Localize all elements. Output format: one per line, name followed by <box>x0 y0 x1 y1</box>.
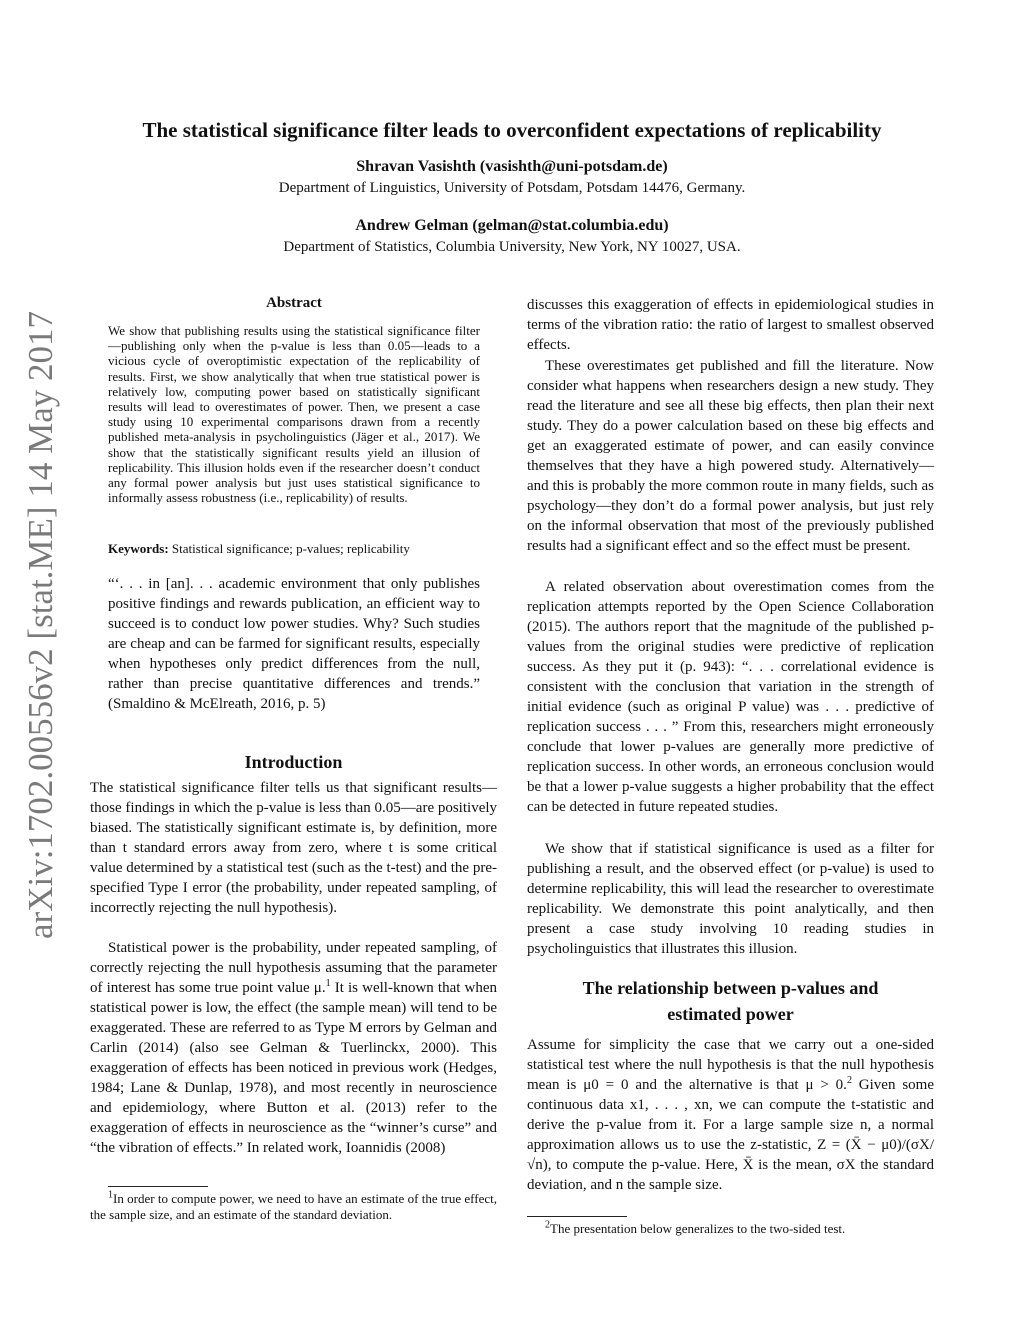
footnote-1-number: 1 <box>108 1189 113 1201</box>
footnote-1-marker[interactable]: 1 <box>325 978 331 989</box>
footnote-1 <box>90 1191 497 1223</box>
right-paragraph-5 <box>527 1035 934 1195</box>
footnote-1-text: In order to compute power, we need to have an estimate of the true effect, the sample size, and an estimate of the standard deviation. <box>90 1191 497 1222</box>
abstract-heading: Abstract <box>266 295 322 311</box>
epigraph-quote: “‘. . . in [an]. . . academic environment that only publishes positive findings and rewards publication, an efficient way to succeed is to conduct low power studies. Why? Such studies are cheap and can be farmed for significant results, especially when hypotheses only predict differences from the null, rather than precise quantitative differences and trends.” (Smaldino & McElreath, 2016, p. 5) <box>108 576 480 712</box>
footnote-2 <box>527 1221 934 1237</box>
section-heading-line-2: estimated power <box>667 1004 794 1024</box>
abstract-text: We show that publishing results using the statistical significance filter—publishing only when the p-value is less than 0.05—leads to a vicious cycle of overoptimistic expectation of the replicability of results. First, we show analytically that when true statistical power is relatively low, computing power based on statistically significant results will lead to overestimates of power. Then, we present a case study using 10 experimental comparisons drawn from a recently published meta-analysis in psycholinguistics (Jäger et al., 2017). We show that the statistically significant results yield an illusion of replicability. This illusion holds even if the researcher doesn’t conduct any formal power analysis but just uses statistical significance to informally assess robustness (i.e., replicability) of results. <box>108 323 480 506</box>
right-paragraph-1: discusses this exaggeration of effects in epidemiological studies in terms of the vibration ratio: the ratio of largest to smallest observed effects. <box>527 297 934 353</box>
right-paragraph-4: We show that if statistical significance is used as a filter for publishing a result, and the observed effect (or p-value) is used to determine replicability, this will lead the researcher to overestimate replicability. We demonstrate this point analytically, and then present a case study involving 10 reading studies in psycholinguistics that illustrates this illusion. <box>527 841 934 957</box>
footnote-2-number: 2 <box>545 1219 550 1231</box>
footnote-2-text: The presentation below generalizes to the two-sided test. <box>550 1221 846 1236</box>
intro-paragraph-1: The statistical significance filter tells us that significant results—those findings in which the p-value is less than 0.05—are positively biased. The statistically significant estimate is, by definition, more than t standard errors away from zero, where t is some critical value determined by a statistical test (such as the t-test) and the pre-specified Type I error (the probability, under repeated sampling, of incorrectly rejecting the null hypothesis). <box>90 780 498 916</box>
arxiv-identifier: arXiv:1702.00556v2 [stat.ME] 14 May 2017 <box>21 311 60 939</box>
section-heading-pvalues-power <box>527 975 934 1027</box>
keywords-text: Statistical significance; p-values; replicability <box>171 541 410 556</box>
right-paragraph-3: A related observation about overestimation comes from the replication attempts reported by the Open Science Collaboration (2015). The authors report that the magnitude of the published p-values from the original studies were predictive of replication success. As they put it (p. 943): “. . . correlational evidence is consistent with the conclusion that variation in the strength of initial evidence (such as original P value) was . . . predictive of replication success . . . ” From this, researchers might erroneously conclude that lower p-values are generally more predictive of replication success. In other words, an erroneous conclusion would be that a lower p-value suggests a higher probability that the effect can be detected in future repeated studies. <box>527 579 934 815</box>
intro-paragraph-2 <box>90 938 497 1158</box>
introduction-heading: Introduction <box>244 752 343 772</box>
keywords-label: Keywords: <box>108 541 169 556</box>
footnote-rule-left <box>108 1186 208 1187</box>
right-p5-part-b: Given some continuous data x1, . . . , xn, we can compute the t-statistic and derive the p-value from it. For a large sample size n, a normal approximation allows us to use the z-statistic, Z = (X̄ − μ0)/(σX/√n), to compute the p-value. Here, X̄ is the mean, σX the standard deviation, and n the sample size. <box>527 1077 934 1193</box>
section-heading-line-1: The relationship between p-values and <box>582 978 879 998</box>
intro-p2-part-b: It is well-known that when statistical power is low, the effect (the sample mean) will tend to be exaggerated. These are referred to as Type M errors by Gelman and Carlin (2014) (also see Gelman & Tuerlinckx, 2000). This exaggeration of effects has been noticed in previous work (Hedges, 1984; Lane & Dunlap, 1978), and most recently in neuroscience and epidemiology, where Button et al. (2013) refer to the exaggeration of effects in neuroscience as the “winner’s curse” and “the vibration of effects.” In related work, Ioannidis (2008) <box>90 980 498 1156</box>
author-2: Andrew Gelman (gelman@stat.columbia.edu) <box>355 217 669 234</box>
affiliation-2: Department of Statistics, Columbia University, New York, NY 10027, USA. <box>283 239 741 255</box>
footnote-2-marker[interactable]: 2 <box>846 1075 852 1086</box>
intro-p2-part-a: Statistical power is the probability, under repeated sampling, of correctly rejecting the null hypothesis assuming that the parameter of interest has some true point value μ. <box>90 940 497 996</box>
footnote-rule-right <box>527 1216 627 1217</box>
paper-title: The statistical significance filter leads to overconfident expectations of replicability <box>142 118 882 142</box>
right-p5-part-a: Assume for simplicity the case that we carry out a one-sided statistical test where the null hypothesis is that the null hypothesis mean is μ0 = 0 and the alternative is that μ > 0. <box>527 1037 934 1093</box>
author-1: Shravan Vasishth (vasishth@uni-potsdam.de) <box>356 158 668 175</box>
right-paragraph-2: These overestimates get published and fill the literature. Now consider what happens when researchers design a new study. They read the literature and see all these big effects, then plan their next study. They do a power calculation based on these big effects and get an exaggerated estimate of power, and can easily convince themselves that they have a high powered study. Alternatively—and this is probably the more common route in many fields, such as psychology—they don’t do a formal power analysis, but just rely on the informal observation that most of the previously published results had a significant effect and so the effect must be present. <box>527 358 934 554</box>
affiliation-1: Department of Linguistics, University of Potsdam, Potsdam 14476, Germany. <box>278 180 746 196</box>
keywords <box>108 541 480 557</box>
